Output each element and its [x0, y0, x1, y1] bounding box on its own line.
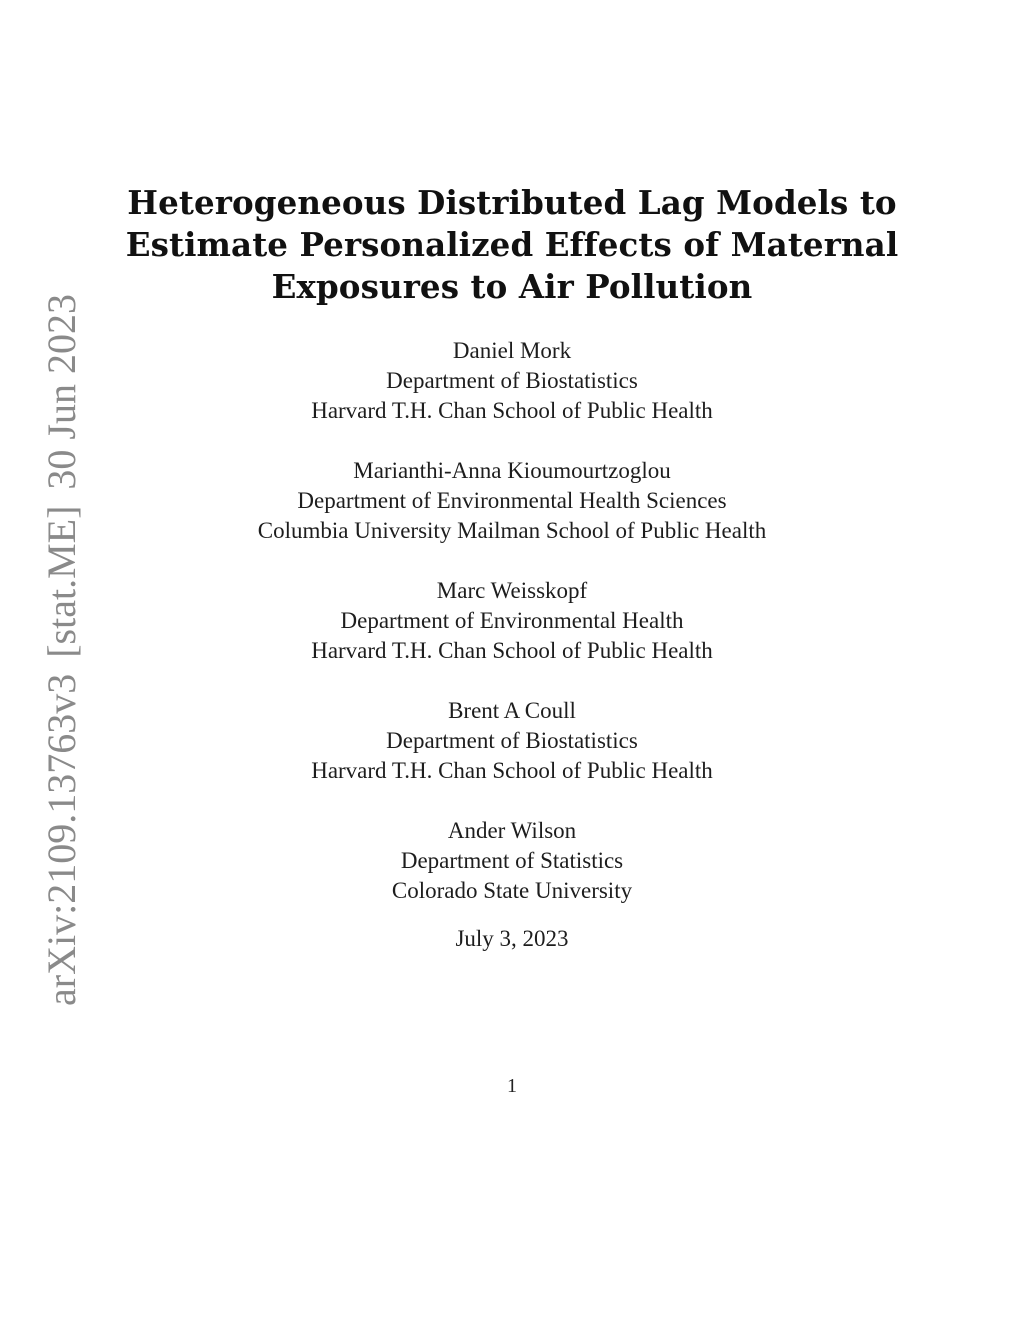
author-institution: Harvard T.H. Chan School of Public Health	[311, 638, 713, 663]
paper-date: July 3, 2023	[455, 926, 569, 951]
author-name: Ander Wilson	[447, 818, 577, 843]
author-institution: Harvard T.H. Chan School of Public Health	[311, 398, 713, 423]
author-name: Marianthi-Anna Kioumourtzoglou	[353, 458, 671, 483]
author-name: Marc Weisskopf	[436, 578, 588, 603]
author-name: Brent A Coull	[448, 698, 576, 723]
author-block	[0, 696, 1024, 786]
author-institution: Harvard T.H. Chan School of Public Health	[311, 758, 713, 783]
title-line: Estimate Personalized Effects of Maternal	[125, 225, 899, 264]
author-institution: Colorado State University	[391, 878, 633, 903]
arxiv-date: 30 Jun 2023	[39, 294, 84, 490]
author-block	[0, 576, 1024, 666]
arxiv-category: [stat.ME]	[39, 505, 84, 658]
author-department: Department of Environmental Health Sciences	[297, 488, 727, 513]
author-block	[0, 816, 1024, 906]
author-name: Daniel Mork	[452, 338, 572, 363]
author-block	[0, 456, 1024, 546]
author-department: Department of Biostatistics	[386, 368, 638, 393]
author-block	[0, 336, 1024, 426]
paper-title	[0, 182, 1024, 308]
author-institution: Columbia University Mailman School of Public Health	[257, 518, 767, 543]
title-line: Heterogeneous Distributed Lag Models to	[127, 183, 897, 222]
title-line: Exposures to Air Pollution	[271, 267, 753, 306]
author-department: Department of Environmental Health	[340, 608, 684, 633]
author-list	[0, 336, 1024, 936]
arxiv-identifier: arXiv:2109.13763v3	[39, 673, 84, 1006]
page-number: 1	[507, 1075, 517, 1097]
author-department: Department of Statistics	[400, 848, 624, 873]
author-department: Department of Biostatistics	[386, 728, 638, 753]
